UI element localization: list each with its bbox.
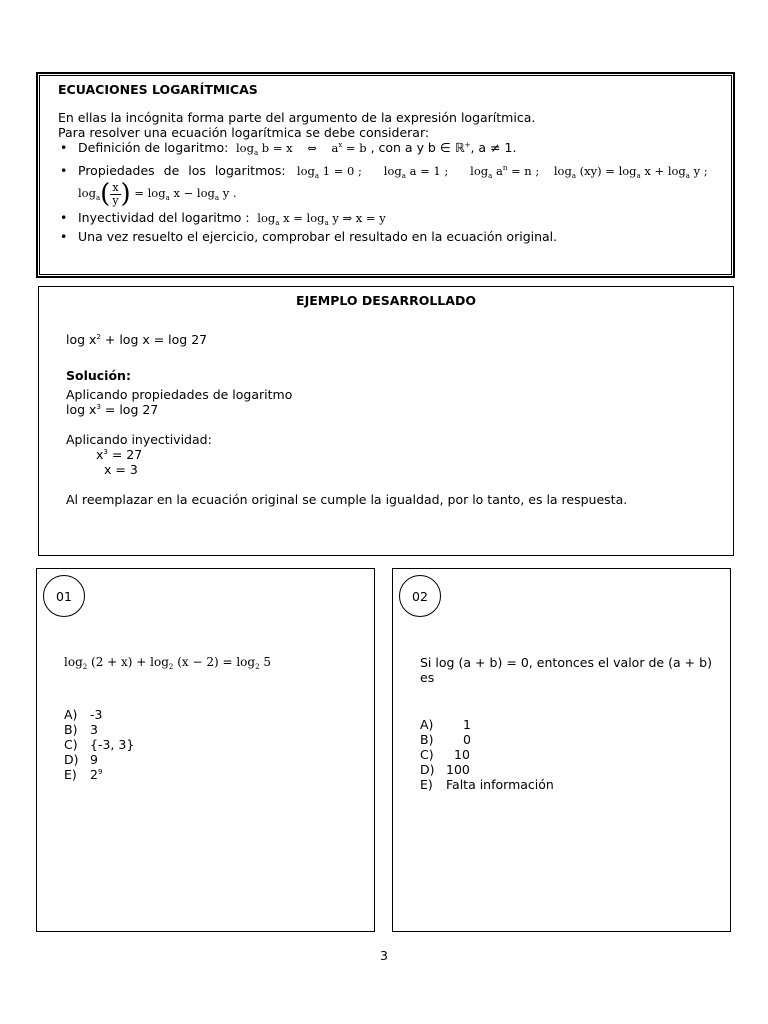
definition-formula: $\log_a b = x$ ⇔ $a^x = b$	[232, 141, 367, 157]
page-number: 3	[380, 948, 388, 963]
question-01-options	[64, 707, 134, 782]
question-02-statement: Si log (a + b) = 0, entonces el valor de (a + b) es	[420, 655, 712, 685]
step1-equation: $\log x^3 = \log 27$	[66, 402, 159, 417]
option-a[interactable]: A) -3	[64, 707, 103, 722]
option-a[interactable]: A) 1	[420, 717, 471, 732]
example-box	[38, 286, 734, 556]
option-e[interactable]: E) $2^9$	[64, 767, 103, 782]
step2-equation-2: x = 3	[104, 462, 138, 477]
question-number-badge: 01	[43, 575, 85, 617]
option-c[interactable]: C) {-3, 3}	[64, 737, 135, 752]
question-number-badge: 02	[399, 575, 441, 617]
theory-intro-1: En ellas la incógnita forma parte del argumento de la expresión logarítmica.	[58, 110, 536, 125]
properties-formula: $\log_a 1 = 0$ ; $\log_a a = 1$ ; $\log_a a^n = n$ ; $\log_a (xy) = \log_a x + \log_a y$ ;	[289, 164, 708, 180]
theory-intro-2: Para resolver una ecuación logarítmica se debe considerar:	[58, 125, 430, 140]
example-title: EJEMPLO DESARROLLADO	[296, 293, 476, 308]
quotient-formula: $\log_a$( $\frac{x}{y}$ ) = $\log_a x - \log_a y$ .	[78, 179, 237, 209]
option-b[interactable]: B) 0	[420, 732, 471, 747]
example-conclusion: Al reemplazar en la ecuación original se cumple la igualdad, por lo tanto, es la respuesta.	[66, 492, 628, 507]
example-equation: $\log x^2 + \log x = \log 27$	[66, 332, 208, 347]
question-02-options	[420, 717, 554, 792]
question-02-box	[392, 568, 731, 932]
theory-bullet-definition: • Definición de logaritmo: $\log_a b = x$ ⇔ $a^x = b$ , con a y b ∈ ℝ+, a ≠ 1.	[58, 140, 723, 156]
theory-bullet-properties: • Propiedades de los logaritmos: $\log_a 1 = 0$ ; $\log_a a = 1$ ; $\log_a a^n = n$ ; $\log_a (xy) = \log_a x + \log_a y$ ; $\log_a$( $\frac{x}{y}$ ) = $\log_a x - \log_a y$ .	[58, 163, 723, 207]
option-d[interactable]: D) 9	[64, 752, 98, 767]
theory-bullet-check: • Una vez resuelto el ejercicio, comprobar el resultado en la ecuación original.	[58, 229, 723, 244]
theory-bullet-injectivity: • Inyectividad del logaritmo : $\log_a x = \log_a y$ ⇒ x = y	[58, 210, 723, 226]
question-01-equation: $\log_2 (2 + x) + \log_2 (x - 2) = \log_2 5$	[64, 655, 272, 671]
theory-box	[36, 72, 735, 278]
solution-label: Solución:	[66, 368, 131, 383]
option-b[interactable]: B) 3	[64, 722, 98, 737]
option-c[interactable]: C) 10	[420, 747, 470, 762]
step2-equation-1: $x^3 = 27$	[96, 447, 143, 462]
question-01-box	[36, 568, 375, 932]
step2-label: Aplicando inyectividad:	[66, 432, 212, 447]
theory-title: ECUACIONES LOGARÍTMICAS	[58, 82, 258, 97]
option-e[interactable]: E) Falta información	[420, 777, 554, 792]
option-d[interactable]: D) 100	[420, 762, 470, 777]
step1-label: Aplicando propiedades de logaritmo	[66, 387, 293, 402]
theory-list	[58, 140, 723, 244]
injectivity-formula: $\log_a x = \log_a y$ ⇒ x = y	[253, 211, 386, 227]
